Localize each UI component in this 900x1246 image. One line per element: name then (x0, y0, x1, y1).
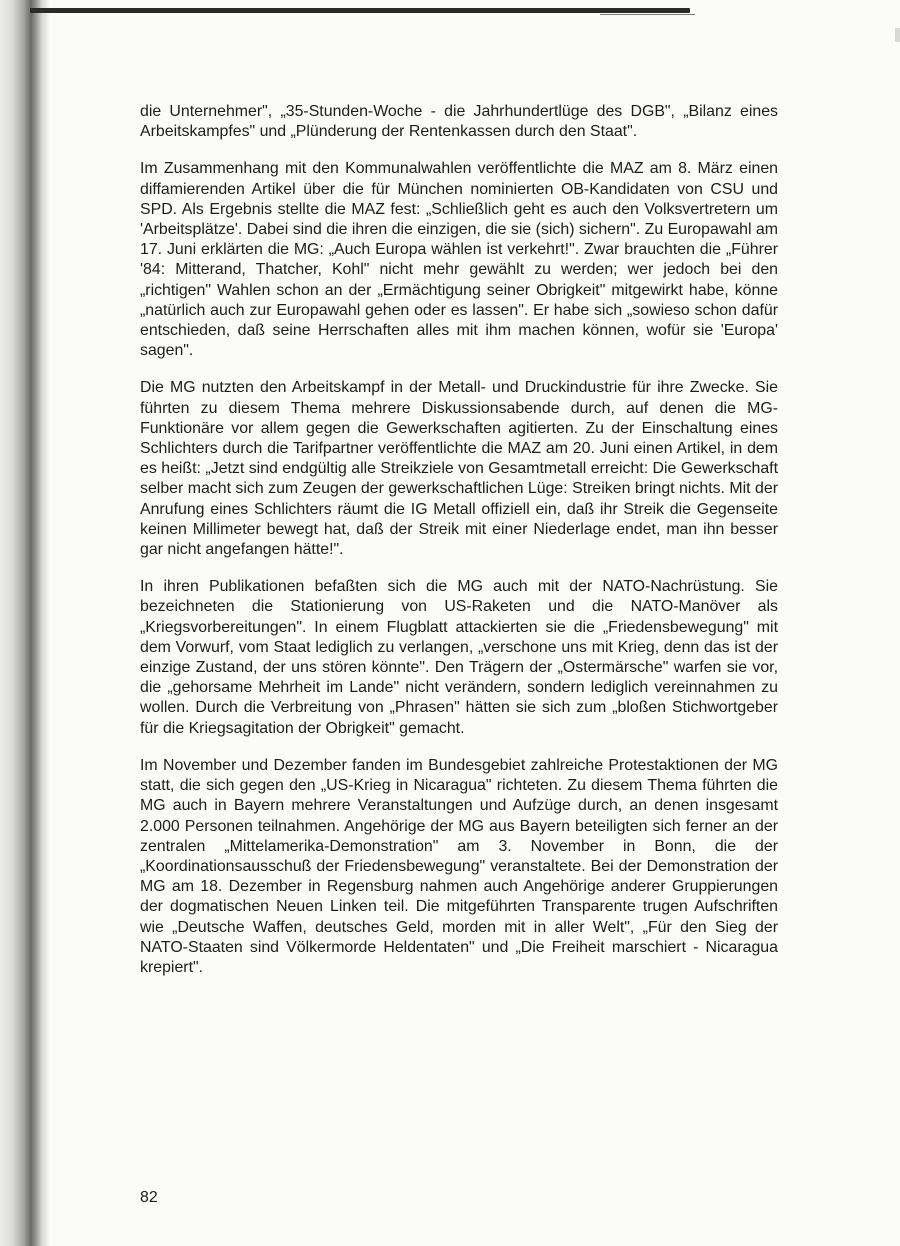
paragraph-3: Die MG nutzten den Arbeitskampf in der Metall- und Druckindustrie für ihre Zwecke. Sie führten zu diesem Thema mehrere Diskussionsabende durch, auf denen die MG-Funktionäre vor allem gegen die Gewerkschaften agitierten. Zu der Einschaltung eines Schlichters durch die Tarifpartner veröffentlichte die MAZ am 20. Juni einen Artikel, in dem es heißt: „Jetzt sind endgültig alle Streikziele von Gesamtmetall erreicht: Die Gewerkschaft selber macht sich zum Zeugen der gewerkschaftlichen Lüge: Streiken bringt nichts. Mit der Anrufung eines Schlichters räumt die IG Metall offiziell ein, daß ihr Streik die Gegenseite keinen Millimeter bewegt hat, daß der Streik mit einer Niederlage endet, man ihn besser gar nicht angefangen hätte!". (140, 379, 778, 559)
paragraph-4: In ihren Publikationen befaßten sich die MG auch mit der NATO-Nachrüstung. Sie bezeichneten die Stationierung von US-Raketen und die NATO-Manöver als „Kriegsvorbereitungen". In einem Flugblatt attackierten sie die „Friedensbewegung" mit dem Vorwurf, vom Staat lediglich zu verlangen, „verschone uns mit Krieg, denn das ist der einzige Zustand, der uns stören könnte". Den Trägern der „Ostermärsche" warfen sie vor, die „gehorsame Mehrheit im Lande" nicht verändern, sondern lediglich vereinnahmen zu wollen. Durch die Verbreitung von „Phrasen" hätten sie sich zum „bloßen Stichwortgeber für die Kriegsagitation der Obrigkeit" gemacht. (140, 578, 778, 737)
paragraph-1: die Unternehmer", „35-Stunden-Woche - die Jahrhundertlüge des DGB", „Bilanz eines Arbeitskampfes" und „Plünderung der Rentenkassen durch den Staat". (140, 103, 778, 141)
body-text (140, 102, 778, 978)
top-rule-thin (600, 14, 695, 15)
paragraph-2: Im Zusammenhang mit den Kommunalwahlen veröffentlichte die MAZ am 8. März einen diffamierenden Artikel über die für München nominierten OB-Kandidaten von CSU und SPD. Als Ergebnis stellte die MAZ fest: „Schließlich geht es auch den Volksvertretern um 'Arbeitsplätze'. Dabei sind die ihren die einzigen, die sie (sich) sichern". Zu Europawahl am 17. Juni erklärten die MG: „Auch Europa wählen ist verkehrt!". Zwar brauchten die „Führer '84: Mitterand, Thatcher, Kohl" nicht mehr gewählt zu werden; wer jedoch bei den „richtigen" Wahlen schon an der „Ermächtigung seiner Obrigkeit" mitgewirkt habe, könne „natürlich auch zur Europawahl gehen oder es lassen". Er habe sich „sowieso schon dafür entschieden, daß seine Herrschaften alles mit ihm machen können, wofür sie 'Europa' sagen". (140, 160, 778, 360)
paragraph-5: Im November und Dezember fanden im Bundesgebiet zahlreiche Protestaktionen der MG statt, die sich gegen den „US-Krieg in Nicaragua" richteten. Zu diesem Thema führten die MG auch in Bayern mehrere Veranstaltungen und Aufzüge durch, an denen insgesamt 2.000 Personen teilnahmen. Angehörige der MG aus Bayern beteiligten sich ferner an der zentralen „Mittelamerika-Demonstration" am 3. November in Bonn, die der „Koordinationsausschuß der Friedensbewegung" veranstaltete. Bei der Demonstration der MG am 18. Dezember in Regensburg nahmen auch Angehörige anderer Gruppierungen der dogmatischen Neuen Linken teil. Die mitgeführten Transparente trugen Aufschriften wie „Deutsche Waffen, deutsches Geld, morden mit in aller Welt", „Für den Sieg der NATO-Staaten sind Völkermorde Heldentaten" und „Die Freiheit marschiert - Nicaragua krepiert". (140, 756, 778, 976)
page-number: 82 (140, 1189, 158, 1206)
top-rule (30, 8, 690, 13)
book-spine-shadow (0, 0, 50, 1246)
corner-mark (895, 28, 900, 42)
